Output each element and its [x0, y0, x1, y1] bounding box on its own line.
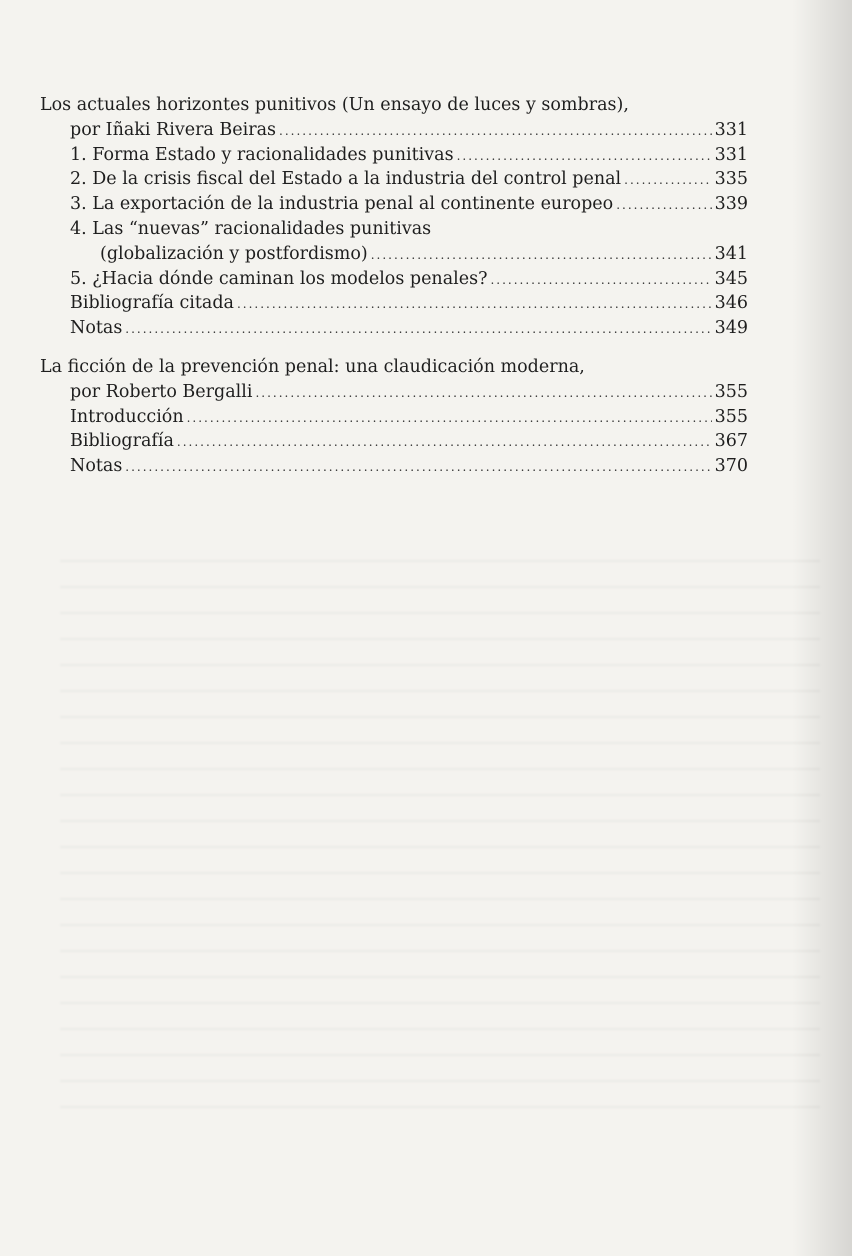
- entry-label: 2. De la crisis fiscal del Estado a la industria del control penal: [70, 169, 622, 190]
- page-number: 349: [714, 318, 748, 339]
- entry-label: (globalización y postfordismo): [100, 243, 368, 264]
- entry-label: Bibliografía: [70, 431, 174, 452]
- leader-dots: [255, 381, 711, 406]
- leader-dots: [125, 317, 711, 342]
- leader-dots: [624, 168, 711, 193]
- leader-dots: [457, 144, 712, 169]
- page-number: 346: [714, 293, 748, 314]
- page-number: 355: [714, 381, 748, 402]
- page-number: 331: [714, 144, 748, 165]
- author-line[interactable]: [40, 380, 748, 405]
- chapter-title: La ficción de la prevención penal: una claudicación moderna,: [40, 356, 585, 377]
- toc-entry[interactable]: [40, 316, 748, 341]
- page-number: 341: [714, 243, 748, 264]
- chapter-title: Los actuales horizontes punitivos (Un ensayo de luces y sombras),: [40, 95, 629, 115]
- page-number: 331: [714, 119, 748, 140]
- toc-section: [40, 93, 748, 341]
- entry-label: Introducción: [70, 406, 184, 427]
- toc-entry[interactable]: [40, 405, 748, 430]
- toc-entry[interactable]: [40, 454, 748, 479]
- toc-entry[interactable]: [40, 192, 748, 217]
- leader-dots: [490, 268, 711, 293]
- author-label: por Roberto Bergalli: [70, 381, 253, 402]
- page-number: 367: [714, 431, 748, 452]
- toc-entry[interactable]: [40, 267, 748, 292]
- page-edge-shadow: [792, 0, 852, 1256]
- page-number: 355: [714, 406, 748, 427]
- leader-dots: [187, 406, 712, 431]
- author-line[interactable]: [40, 118, 748, 143]
- entry-label: 1. Forma Estado y racionalidades punitivas: [70, 144, 454, 165]
- page-number: 335: [714, 169, 748, 190]
- toc-entry[interactable]: [40, 291, 748, 316]
- toc-section: [40, 355, 748, 479]
- leader-dots: [279, 119, 712, 144]
- author-label: por Iñaki Rivera Beiras: [70, 119, 277, 140]
- entry-label: Bibliografía citada: [70, 293, 234, 314]
- entry-label: Notas: [70, 456, 123, 477]
- toc-entry-first-line[interactable]: 4. Las “nuevas” racionalidades punitivas: [70, 218, 432, 239]
- table-of-contents: [40, 93, 748, 479]
- leader-dots: [237, 292, 712, 317]
- leader-dots: [616, 193, 711, 218]
- toc-entry[interactable]: [40, 429, 748, 454]
- entry-label: 3. La exportación de la industria penal al continente europeo: [70, 194, 614, 215]
- entry-label: 5. ¿Hacia dónde caminan los modelos penales?: [70, 268, 488, 289]
- page-number: 370: [714, 456, 748, 477]
- leader-dots: [125, 455, 711, 480]
- page-number: 345: [714, 268, 748, 289]
- bleed-through-texture: [60, 560, 820, 1120]
- toc-entry[interactable]: [40, 242, 748, 267]
- page-number: 339: [714, 194, 748, 215]
- leader-dots: [177, 430, 712, 455]
- leader-dots: [371, 243, 712, 268]
- toc-entry[interactable]: [40, 167, 748, 192]
- toc-entry[interactable]: [40, 143, 748, 168]
- entry-label: Notas: [70, 318, 123, 339]
